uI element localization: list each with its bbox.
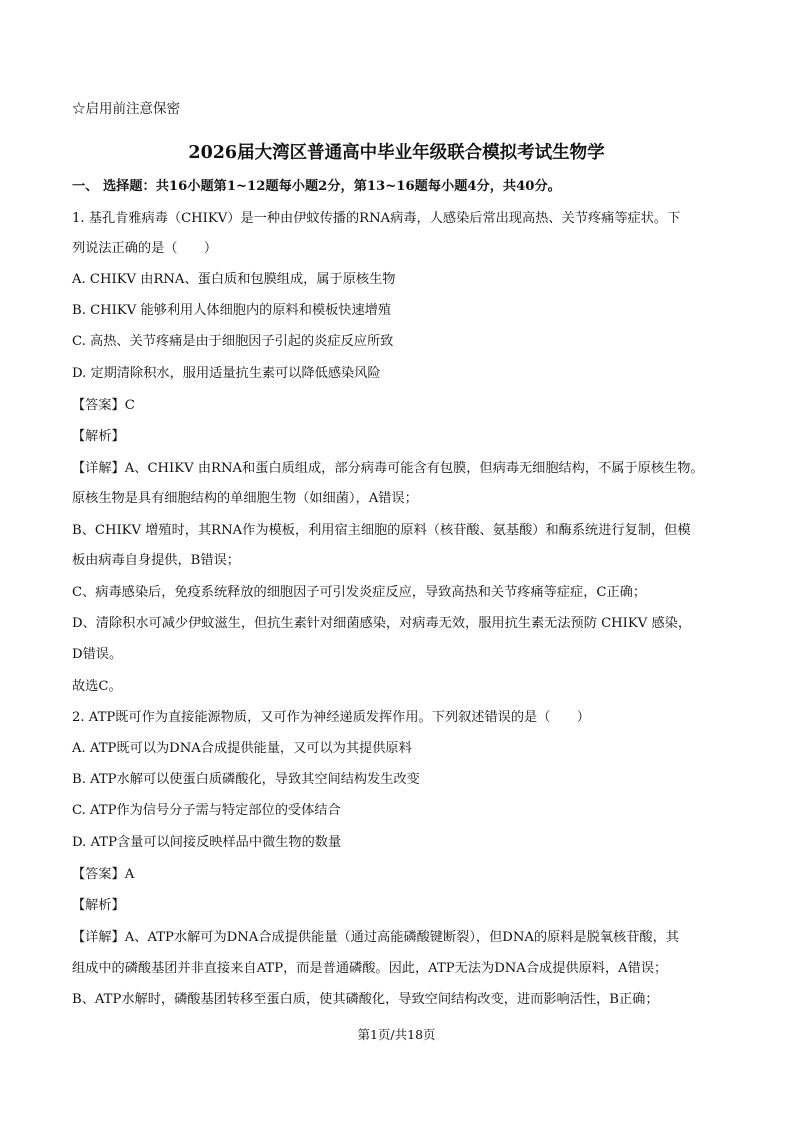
question-1-explanation-line: D、清除积水可减少伊蚊滋生，但抗生素针对细菌感染，对病毒无效，服用抗生素无法预防 CHIKV 感染， — [72, 616, 692, 631]
confidential-notice: ☆启用前注意保密 — [72, 101, 180, 117]
question-1-explanation-line: D错误。 — [72, 647, 123, 662]
question-2-answer: 【答案】A — [72, 867, 135, 882]
question-1-option-a: A. CHIKV 由RNA、蛋白质和包膜组成，属于原核生物 — [72, 272, 396, 287]
question-2-option-c: C. ATP作为信号分子需与特定部位的受体结合 — [72, 803, 341, 818]
question-1-explanation-line: 原核生物是具有细胞结构的单细胞生物（如细菌），A错误； — [72, 491, 418, 506]
question-1-explanation-line: 【详解】A、CHIKV 由RNA和蛋白质组成，部分病毒可能含有包膜，但病毒无细胞结构，不属于原核生物。 — [72, 461, 704, 476]
question-2-option-d: D. ATP含量可以间接反映样品中微生物的数量 — [72, 835, 342, 850]
question-1-analysis-label: 【解析】 — [72, 429, 125, 444]
question-1-explanation-line: C、病毒感染后，免疫系统释放的细胞因子可引发炎症反应，导致高热和关节疼痛等症症，C正确； — [72, 585, 647, 600]
question-1-option-b: B. CHIKV 能够利用人体细胞内的原料和模板快速增殖 — [72, 303, 392, 318]
question-2-explanation-line: 组成中的磷酸基团并非直接来自ATP，而是普通磷酸。因此，ATP无法为DNA合成提供原料，A错误； — [72, 961, 668, 976]
question-1-explanation-line: 板由病毒自身提供，B错误； — [72, 553, 240, 568]
question-2-explanation-line: 【详解】A、ATP水解可为DNA合成提供能量（通过高能磷酸键断裂），但DNA的原料是脱氧核苷酸，其 — [72, 930, 679, 945]
question-2-option-a: A. ATP既可以为DNA合成提供能量，又可以为其提供原料 — [72, 741, 412, 756]
question-1-option-c: C. 高热、关节疼痛是由于细胞因子引起的炎症反应所致 — [72, 334, 394, 349]
question-1-conclusion: 故选C。 — [72, 679, 122, 694]
section-heading: 一、 选择题：共16小题第1~12题每小题2分，第13~16题每小题4分，共40分。 — [72, 179, 561, 194]
question-2-explanation-line: B、ATP水解时，磷酸基团转移至蛋白质，使其磷酸化，导致空间结构改变，进而影响活性，B正确； — [72, 992, 659, 1007]
question-1-explanation-line: B、CHIKV 增殖时，其RNA作为模板，利用宿主细胞的原料（核苷酸、氨基酸）和酶系统进行复制，但模 — [72, 523, 691, 538]
question-1-stem-line-2: 列说法正确的是（ ） — [72, 241, 218, 256]
question-1-stem-line-1: 1. 基孔肯雅病毒（CHIKV）是一种由伊蚊传播的RNA病毒，人感染后常出现高热、关节疼痛等症状。下 — [72, 211, 681, 226]
question-1-option-d: D. 定期清除积水，服用适量抗生素可以降低感染风险 — [72, 366, 381, 381]
question-2-stem-line-1: 2. ATP既可作为直接能源物质，又可作为神经递质发挥作用。下列叙述错误的是（ ） — [72, 710, 590, 725]
page-title: 2026届大湾区普通高中毕业年级联合模拟考试生物学 — [188, 143, 605, 163]
page-number-footer: 第1页/共18页 — [357, 1027, 436, 1042]
question-1-answer: 【答案】C — [72, 398, 135, 413]
question-2-analysis-label: 【解析】 — [72, 898, 125, 913]
question-2-option-b: B. ATP水解可以使蛋白质磷酸化，导致其空间结构发生改变 — [72, 772, 420, 787]
